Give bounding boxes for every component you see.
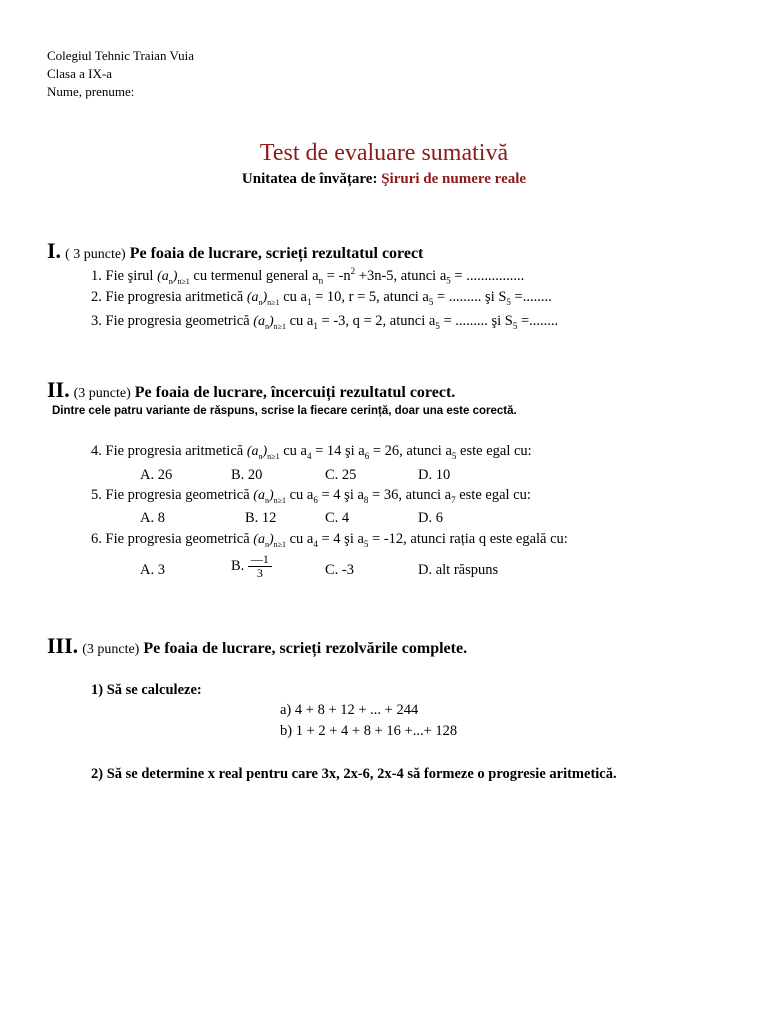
section-3-points: (3 puncte) xyxy=(82,642,140,657)
school-name: Colegiul Tehnic Traian Vuia xyxy=(47,48,194,63)
question-2: 2) Să se determine x real pentru care 3x, 2x-6, 2x-4 să formeze o progresie aritmetică. xyxy=(91,766,617,782)
sequence-symbol: $(a_n)_{n\ge 1}$ xyxy=(157,268,190,286)
item-6-option-a[interactable]: A. 3 xyxy=(140,562,165,578)
name-label: Nume, prenume: xyxy=(47,84,135,99)
section-2-instruction: Pe foaia de lucrare, încercuiți rezultatul corect. xyxy=(134,384,456,401)
fraction-minus-one-third: $\frac{—1}{3}$ xyxy=(248,553,272,580)
section-2-note: Dintre cele patru variante de răspuns, scrise la fiecare cerință, doar una este corectă. xyxy=(52,405,517,417)
subtitle xyxy=(0,171,768,188)
sequence-symbol: $(a_n)_{n\ge 1}$ xyxy=(246,290,280,307)
sequence-symbol: $(a_n)_{n\ge 1}$ xyxy=(253,532,286,549)
sequence-symbol: $(a_n)_{n\ge 1}$ xyxy=(253,488,286,505)
item-4-option-a[interactable]: A. 26 xyxy=(140,467,173,483)
item-4-option-c[interactable]: C. 25 xyxy=(325,467,357,483)
section-1-instruction: Pe foaia de lucrare, scrieți rezultatul corect xyxy=(129,245,424,262)
subtitle-label: Unitatea de învățare: xyxy=(241,171,382,187)
section-3-roman: III. xyxy=(47,633,79,658)
section-1-roman: I. xyxy=(47,238,62,263)
item-6-option-b[interactable]: B. $\frac{—1}{3}$ xyxy=(231,553,272,580)
class-label: Clasa a IX-a xyxy=(47,66,112,81)
section-3-heading xyxy=(47,633,467,659)
item-6-option-d[interactable]: D. alt răspuns xyxy=(418,562,499,578)
section-3-instruction: Pe foaia de lucrare, scrieți rezolvările complete. xyxy=(143,640,468,657)
section-2-points: (3 puncte) xyxy=(73,386,131,401)
item-6: 6. Fie progresia geometrică $(a_n)_{n\ge 1}$ cu $a_4 = 4$ şi $a_5 = -12$, atunci rația q este egală cu: xyxy=(91,531,568,549)
sequence-symbol: $(a_n)_{n\ge 1}$ xyxy=(246,444,280,461)
subtitle-topic: Şiruri de numere reale xyxy=(381,171,527,187)
question-1b: b) 1 + 2 + 4 + 8 + 16 +...+ 128 xyxy=(280,723,458,739)
item-5: 5. Fie progresia geometrică $(a_n)_{n\ge 1}$ cu $a_6 = 4$ şi $a_8 = 36$, atunci $a_7$ este egal cu: xyxy=(91,487,531,505)
item-4-option-d[interactable]: D. 10 xyxy=(418,467,451,483)
item-5-option-b[interactable]: B. 12 xyxy=(245,510,277,526)
item-2: 2. Fie progresia aritmetică $(a_n)_{n\ge 1}$ cu $a_1 = 10$, r = 5, atunci $a_5$ = ......... şi $S_5$ =........ xyxy=(91,289,552,307)
question-1: 1) Să se calculeze: xyxy=(91,682,202,698)
page-title: Test de evaluare sumativă xyxy=(259,140,509,166)
section-1-heading xyxy=(47,238,423,264)
item-1: 1. Fie şirul $(a_n)_{n\ge 1}$ cu termenul general $a_n = -n^2 +3n-5$, atunci $a_5$ = ................ xyxy=(91,266,525,286)
item-6-option-c[interactable]: C. -3 xyxy=(325,562,354,578)
question-1a: a) 4 + 8 + 12 + ... + 244 xyxy=(280,702,419,718)
section-2-roman: II. xyxy=(47,377,70,402)
sequence-symbol: $(a_n)_{n\ge 1}$ xyxy=(253,314,286,331)
section-1-points: ( 3 puncte) xyxy=(65,247,126,262)
item-5-option-c[interactable]: C. 4 xyxy=(325,510,350,526)
item-4: 4. Fie progresia aritmetică $(a_n)_{n\ge 1}$ cu $a_4 = 14$ şi $a_6 = 26$, atunci $a_5$ este egal cu: xyxy=(91,443,532,461)
section-2-heading xyxy=(47,377,455,403)
item-5-option-a[interactable]: A. 8 xyxy=(140,510,165,526)
item-4-option-b[interactable]: B. 20 xyxy=(231,467,263,483)
item-3: 3. Fie progresia geometrică $(a_n)_{n\ge 1}$ cu $a_1 = -3$, q = 2, atunci $a_5$ = ......... şi $S_5$ =........ xyxy=(91,313,559,331)
item-5-option-d[interactable]: D. 6 xyxy=(418,510,443,526)
